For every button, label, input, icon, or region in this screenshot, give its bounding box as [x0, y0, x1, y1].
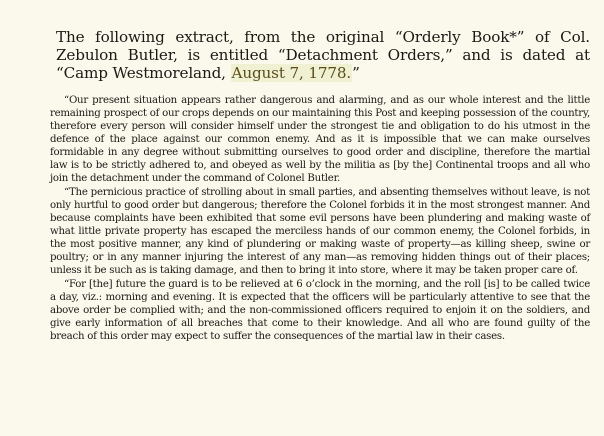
- highlighted-date: August 7, 1778.: [231, 64, 352, 82]
- extract-paragraph-2: “The pernicious practice of strolling about in small parties, and absenting themselves without leave, is not only hurtful to good order but dangerous; therefore the Colonel forbids it in the most strongest manner. And because complaints have been exhibited that some evil persons have been plundering and making waste of what little private property has escaped the merciless hands of our common enemy, the Colonel forbids, in the most positive manner, any kind of plundering or making waste of property—as killing sheep, swine or poultry; or in any manner injuring the interest of any man—as removing hidden things out of their places; unless it be such as is taking damage, and then to bring it into store, where it may be taken proper care of.: [50, 187, 590, 276]
- intro-paragraph: [56, 28, 590, 82]
- extract-paragraph-1: “Our present situation appears rather dangerous and alarming, and as our whole interest and the little remaining prospect of our crops depends on our maintaining this Post and keeping possession of the country, therefore every person will consider himself under the strongest tie and obligation to do his utmost in the defence of the place against our common enemy. And as it is impossible that we can make ourselves formidable in any degree without submitting ourselves to good order and discipline, therefore the martial law is to be strictly adhered to, and obeyed as well by the militia as [by the] Continental troops and all who join the detachment under the command of Colonel Butler.: [50, 95, 590, 184]
- intro-closing-quote: ”: [352, 64, 360, 82]
- orderly-book-extract: [50, 94, 590, 343]
- extract-paragraph-3: “For [the] future the guard is to be relieved at 6 o’clock in the morning, and the roll [is] to be called twice a day, viz.: morning and evening. It is expected that the officers will be particularly attentive to see that the above order be complied with; and the non-commissioned officers required to enjoin it on the soldiers, and give early information of all breaches that come to their knowledge. And all who are found guilty of the breach of this order may expect to suffer the consequences of the martial law in their cases.: [50, 279, 590, 342]
- intro-text: The following extract, from the original “Orderly Book*” of Col. Zebulon Butler, is entitled “Detachment Orders,” and is dated at “Camp Westmoreland,: [56, 28, 590, 82]
